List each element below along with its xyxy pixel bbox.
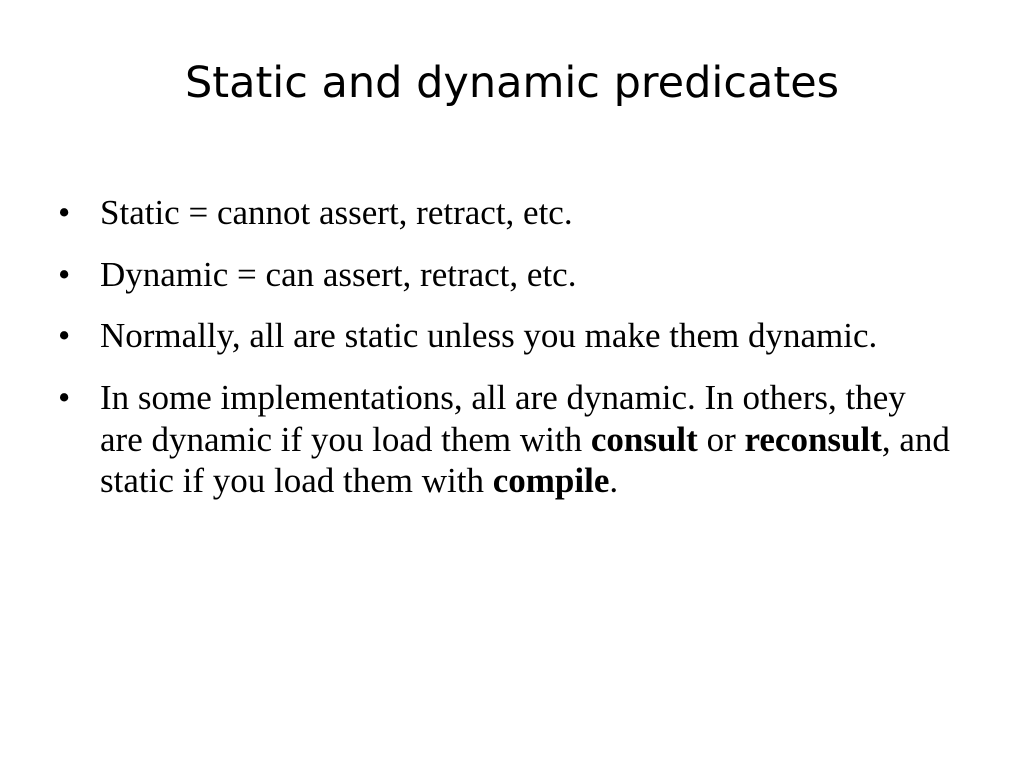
bullet-text-segment: . (609, 461, 619, 501)
bullet-list (56, 192, 956, 522)
bullet-icon: • (58, 193, 71, 232)
bullet-text: Dynamic = can assert, retract, etc. (100, 254, 577, 294)
bullet-item-normally (56, 315, 956, 357)
bullet-icon: • (58, 316, 71, 356)
keyword-reconsult: reconsult (744, 419, 882, 459)
bullet-text: Static = cannot assert, retract, etc. (100, 193, 573, 232)
bullet-item-dynamic (56, 254, 956, 296)
bullet-item-static (56, 192, 956, 234)
bullet-text (100, 378, 950, 500)
bullet-text-segment: , and static if you load them with (100, 419, 950, 501)
keyword-compile: compile (492, 461, 610, 501)
bullet-text-segment: In some implementations, all are dynamic. In others, they are dynamic if you load them with (100, 377, 906, 459)
bullet-icon: • (58, 377, 71, 417)
bullet-icon: • (58, 254, 71, 294)
bullet-item-implementations (56, 377, 956, 502)
bullet-text-segment: or (697, 419, 745, 459)
keyword-consult: consult (590, 419, 698, 459)
slide-title: Static and dynamic predicates (184, 58, 840, 108)
bullet-text: Normally, all are static unless you make them dynamic. (100, 316, 878, 356)
